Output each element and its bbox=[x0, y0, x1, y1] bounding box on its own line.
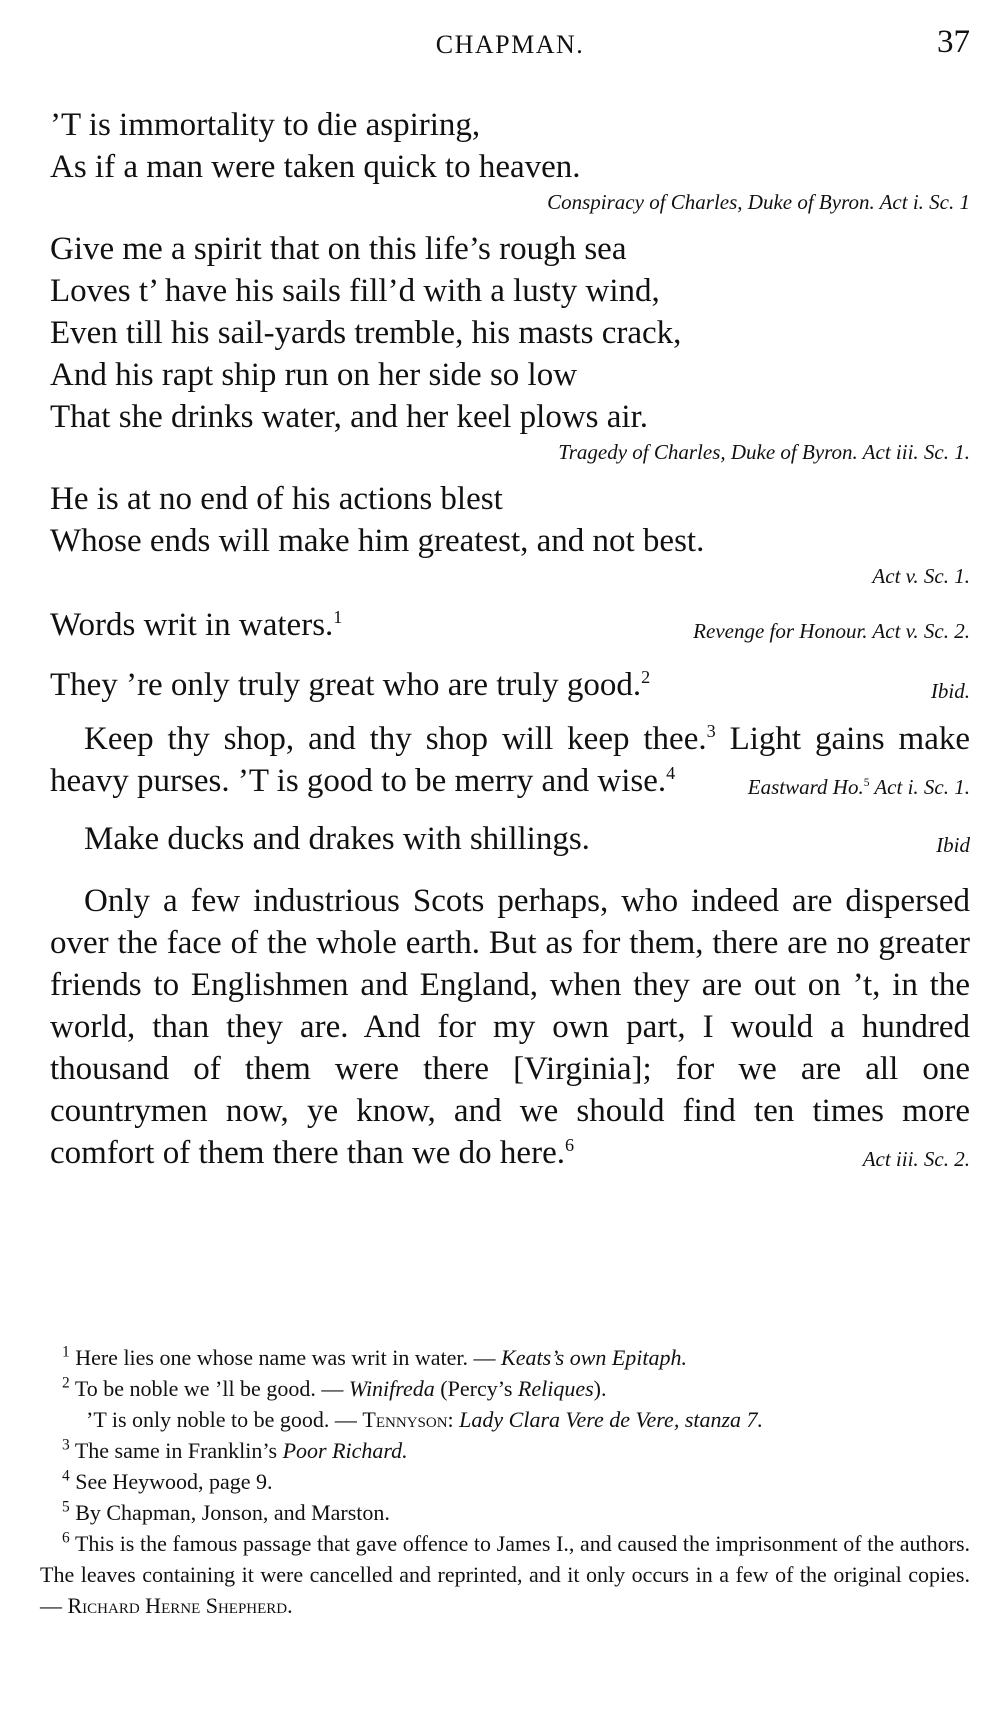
note-ref: 6 bbox=[564, 1135, 575, 1155]
quote-text: Only a few industrious Scots perhaps, who indeed are dispersed over the face of the whole earth. But as for them, there are no greater friends to Englishmen and England, when they are out on ’t, in the world, than they are. And for my own part, I would a hundred thousand of them were there [Virginia]; for we are all one countrymen now, ye know, and we should find ten times more comfort of them there than we do here. bbox=[50, 883, 970, 1171]
quotation-2 bbox=[50, 228, 970, 466]
citation: Tragedy of Charles, Duke of Byron. Act iii. Sc. 1. bbox=[558, 440, 970, 464]
page-body bbox=[50, 104, 970, 1180]
note-ref: 3 bbox=[706, 721, 716, 741]
citation: Revenge for Honour. Act v. Sc. 2. bbox=[693, 619, 970, 643]
verse-line: He is at no end of his actions blest bbox=[50, 481, 503, 517]
quote-text: Light gains make heavy purses. ’T is good to be merry and wise. bbox=[50, 721, 970, 799]
citation: Ibid. bbox=[930, 679, 970, 703]
quote-text: Keep thy shop, and thy shop will keep thee. bbox=[84, 721, 707, 757]
footnote-5: $^5$ By Chapman, Jonson, and Marston. bbox=[62, 1498, 390, 1525]
footnote-6: $^6$ This is the famous passage that gave offence to James I., and caused the imprisonment of the authors. The leaves containing it were cancelled and reprinted, and it only occurs in a few of the original copies. — Richard Herne Shepherd. bbox=[40, 1529, 971, 1618]
footnote-3: $^3$ The same in Franklin’s Poor Richard. bbox=[62, 1436, 408, 1463]
verse-line: As if a man were taken quick to heaven. bbox=[50, 149, 581, 185]
verse-line: Whose ends will make him greatest, and not best. bbox=[50, 523, 705, 559]
note-ref: 2 bbox=[641, 667, 651, 687]
citation: Act v. Sc. 1. bbox=[872, 564, 970, 588]
footnotes bbox=[40, 1342, 970, 1621]
quotation-8 bbox=[50, 880, 970, 1174]
footnote-2-continued: ’T is only noble to be good. — Tennyson: Lady Clara Vere de Vere, stanza 7. bbox=[86, 1407, 764, 1432]
footnote-4: $^4$ See Heywood, page 9. bbox=[62, 1467, 273, 1494]
verse-line: And his rapt ship run on her side so low bbox=[50, 357, 578, 393]
citation: Act iii. Sc. 2. bbox=[862, 1147, 970, 1171]
quotation-6 bbox=[50, 718, 970, 802]
quote-text: They ’re only truly great who are truly good. bbox=[50, 667, 642, 703]
verse-line: Loves t’ have his sails fill’d with a lusty wind, bbox=[50, 273, 660, 309]
quotation-5 bbox=[50, 662, 970, 708]
note-ref: 1 bbox=[333, 607, 343, 627]
verse-line: Even till his sail-yards tremble, his masts crack, bbox=[50, 315, 682, 351]
footnote-2: $^2$ To be noble we ’ll be good. — Winifreda (Percy’s Reliques). bbox=[62, 1374, 607, 1401]
citation: Ibid bbox=[936, 833, 970, 857]
quote-text: Make ducks and drakes with shillings. bbox=[84, 821, 590, 857]
citation: Conspiracy of Charles, Duke of Byron. Act i. Sc. 1 bbox=[547, 190, 970, 214]
footnote-1: $^1$ Here lies one whose name was writ in water. — Keats’s own Epitaph. bbox=[62, 1343, 688, 1370]
note-ref: 4 bbox=[666, 763, 676, 783]
quotation-4 bbox=[50, 602, 970, 648]
page-number: 37 bbox=[937, 24, 970, 60]
page-header bbox=[50, 24, 970, 80]
quote-text: Words writ in waters. bbox=[50, 607, 334, 643]
verse-line: That she drinks water, and her keel plows air. bbox=[50, 399, 648, 435]
quotation-1 bbox=[50, 104, 970, 216]
verse-line: Give me a spirit that on this life’s rough sea bbox=[50, 231, 627, 267]
quotation-7 bbox=[50, 816, 970, 862]
quotation-3 bbox=[50, 478, 970, 590]
verse-line: ’T is immortality to die aspiring, bbox=[50, 107, 481, 143]
running-head: CHAPMAN. bbox=[435, 30, 585, 59]
citation: Eastward Ho.$^5$ Act i. Sc. 1. bbox=[747, 775, 970, 799]
